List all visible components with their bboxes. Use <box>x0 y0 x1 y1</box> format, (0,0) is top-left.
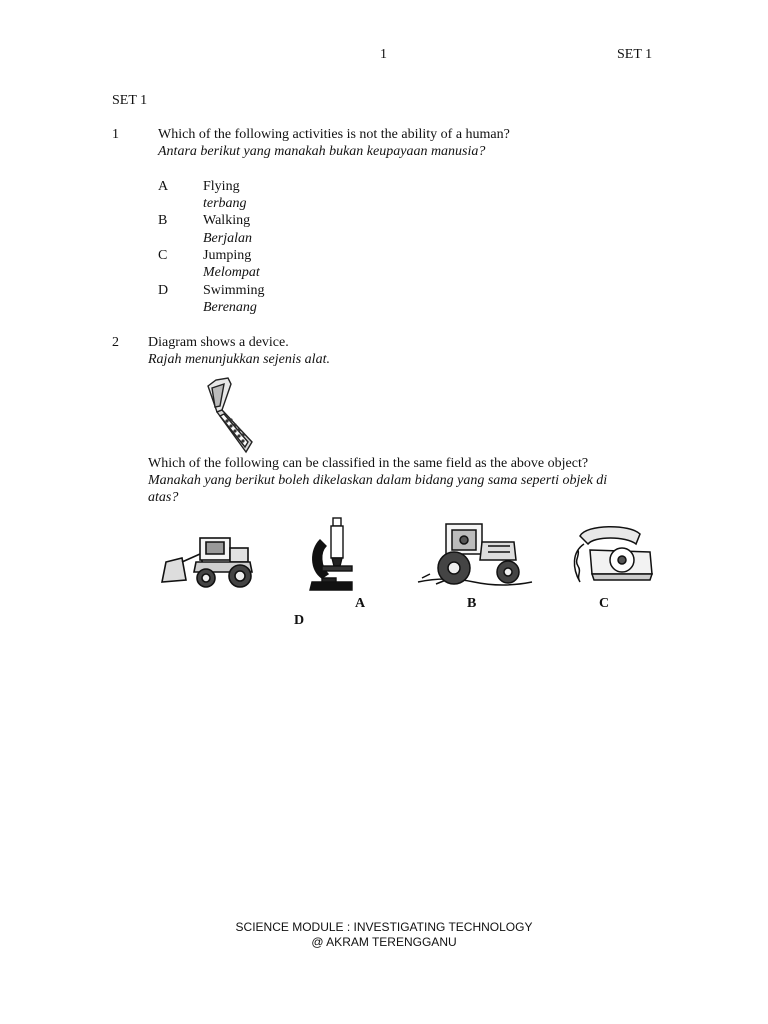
question-text-ms: Antara berikut yang manakah bukan keupayaan manusia? <box>158 144 486 159</box>
section-title: SET 1 <box>112 93 148 108</box>
microscope-icon <box>306 516 356 592</box>
option-letter: C <box>158 248 168 263</box>
bulldozer-icon <box>160 524 256 590</box>
option-text-ms: terbang <box>203 196 247 211</box>
image-label: C <box>599 596 610 611</box>
question-intro-ms: Rajah menunjukkan sejenis alat. <box>148 352 330 367</box>
option-letter: D <box>158 283 169 298</box>
footer-line-1: SCIENCE MODULE : INVESTIGATING TECHNOLOGY <box>235 920 533 934</box>
header-set-label: SET 1 <box>617 47 653 62</box>
image-label: B <box>467 596 477 611</box>
page-number: 1 <box>380 47 387 62</box>
option-text-en: Walking <box>203 213 251 228</box>
image-label: D <box>294 613 305 628</box>
question-text-en: Which of the following activities is not the ability of a human? <box>158 127 510 142</box>
question-intro-en: Diagram shows a device. <box>148 335 289 350</box>
option-text-ms: Berenang <box>203 300 257 315</box>
option-text-en: Flying <box>203 179 240 194</box>
option-text-en: Swimming <box>203 283 265 298</box>
option-text-en: Jumping <box>203 248 252 263</box>
option-letter: A <box>158 179 169 194</box>
option-text-ms: Melompat <box>203 265 260 280</box>
question-number: 1 <box>112 127 119 142</box>
flip-phone-icon <box>200 376 260 456</box>
tractor-icon <box>416 520 534 590</box>
question-text-ms-line2: atas? <box>148 490 179 505</box>
question-text-en: Which of the following can be classified in the same field as the above object? <box>148 456 589 471</box>
option-letter: B <box>158 213 168 228</box>
image-label: A <box>355 596 366 611</box>
option-text-ms: Berjalan <box>203 231 252 246</box>
question-text-ms-line1: Manakah yang berikut boleh dikelaskan dalam bidang yang sama seperti objek di <box>148 473 608 488</box>
rotary-telephone-icon <box>570 522 656 588</box>
question-number: 2 <box>112 335 119 350</box>
footer-line-2: @ AKRAM TERENGGANU <box>311 935 457 949</box>
